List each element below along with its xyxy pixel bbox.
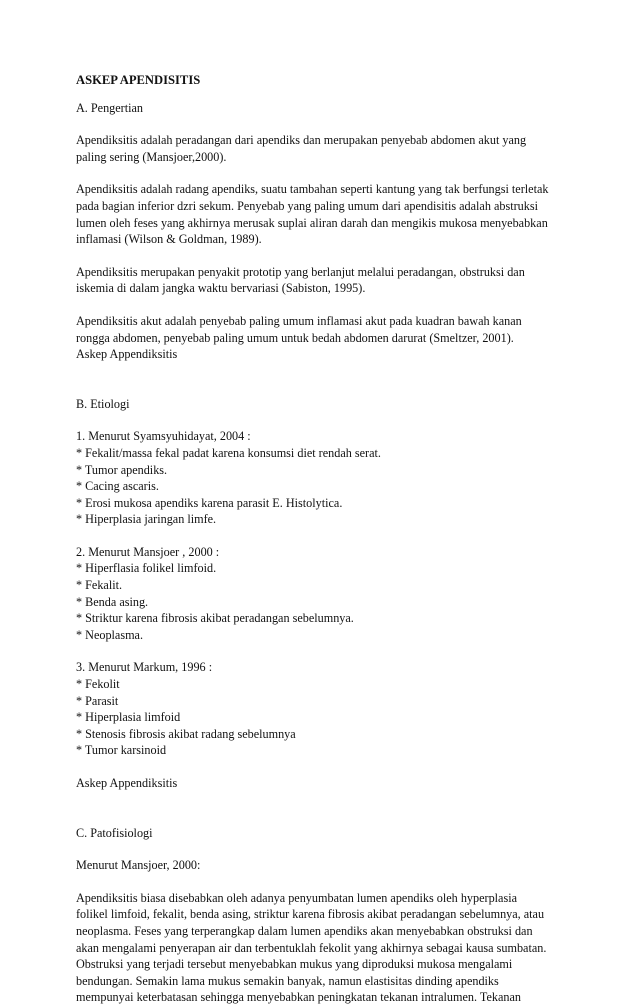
paragraph: Apendiksitis akut adalah penyebab paling umum inflamasi akut pada kuadran bawah kanan rongga abdomen, penyebab paling umum untuk bedah abdomen darurat (Smeltzer, 2001). Askep Appendiksitis (76, 313, 522, 362)
etiology-list: 2. Menurut Mansjoer , 2000 : * Hiperflasia folikel limfoid. * Fekalit. * Benda asing. * Striktur karena fibrosis akibat peradangan sebelumnya. * Neoplasma. (76, 544, 354, 642)
section-a-heading: A. Pengertian (76, 100, 144, 115)
section-c-heading: C. Patofisiologi (76, 825, 153, 840)
etiology-list: 1. Menurut Syamsyuhidayat, 2004 : * Fekalit/massa fekal padat karena konsumsi diet rendah serat. * Tumor apendiks. * Cacing ascaris. * Erosi mukosa apendiks karena parasit E. Histolytica. * Hiperplasia jaringan limfe. (76, 429, 381, 527)
etiology-list: 3. Menurut Markum, 1996 : * Fekolit * Parasit * Hiperplasia limfoid * Stenosis fibrosis akibat radang sebelumnya * Tumor karsinoid (76, 660, 296, 758)
paragraph: Apendiksitis merupakan penyakit prototip yang berlanjut melalui peradangan, obstruksi dan iskemia di dalam jangka waktu bervariasi (Sabiston, 1995). (76, 264, 525, 296)
document-title: ASKEP APENDISITIS (76, 73, 201, 87)
section-c-intro: Menurut Mansjoer, 2000: (76, 858, 201, 873)
section-b-heading: B. Etiologi (76, 396, 130, 411)
paragraph: Apendiksitis biasa disebabkan oleh adanya penyumbatan lumen apendiks oleh hyperplasia folikel limfoid, fekalit, benda asing, striktur karena fibrosis akibat peradangan sebelumnya, atau neoplasma. Feses yang terperangkap dalam lumen apendiks akan menyebabkan obstruksi dan akan mengalami penyerapan air dan terbentuklah fekolit yang akhirnya sebagai kausa sumbatan. Obstruksi yang terjadi tersebut menyebabkan mukus yang diproduksi mukosa mengalami bendungan. Semakin lama mukus semakin banyak, namun elastisitas dinding apendiks mempunyai keterbatasan sehingga menyebabkan peningkatan tekanan intralumen. Tekanan (76, 890, 547, 1005)
section-b-footer: Askep Appendiksitis (76, 776, 178, 790)
paragraph: Apendiksitis adalah peradangan dari apendiks dan merupakan penyebab abdomen akut yang paling sering (Mansjoer,2000). (76, 133, 527, 164)
paragraph: Apendiksitis adalah radang apendiks, suatu tambahan seperti kantung yang tak berfungsi terletak pada bagian inferior dzri sekum. Penyebab yang paling umum dari apendisitis adalah abstruksi lumen oleh feses yang akhirnya merusak suplai aliran darah dan mengikis mukosa menyebabkan inflamasi (Wilson & Goldman, 1989). (76, 182, 549, 247)
